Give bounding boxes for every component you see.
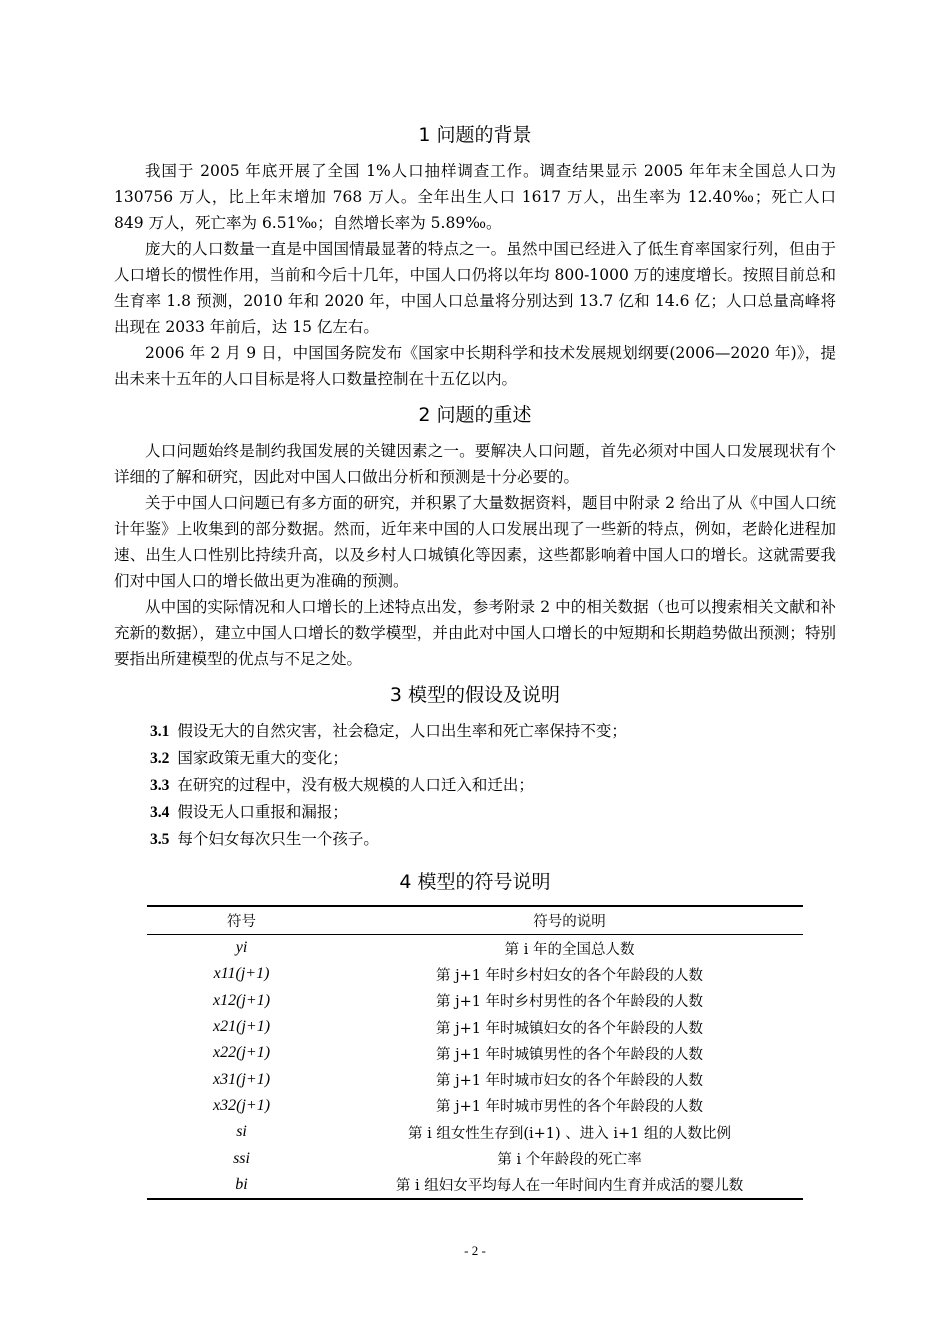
table-row bbox=[147, 1040, 803, 1066]
assumption-text: 在研究的过程中，没有极大规模的人口迁入和迁出； bbox=[177, 776, 534, 794]
section-1-title: 1 问题的背景 bbox=[418, 124, 532, 146]
section-2-paragraph: 人口问题始终是制约我国发展的关键因素之一。要解决人口问题，首先必须对中国人口发展现状有个详细的了解和研究，因此对中国人口做出分析和预测是十分必要的。 bbox=[114, 442, 836, 486]
assumption-number: 3.2 bbox=[150, 750, 170, 767]
table-row bbox=[147, 1014, 803, 1040]
symbol-cell: x12(j+1) bbox=[213, 991, 271, 1009]
assumption-number: 3.4 bbox=[150, 804, 170, 821]
section-3-title: 3 模型的假设及说明 bbox=[389, 684, 561, 706]
description-cell: 第 j+1 年时城市妇女的各个年龄段的人数 bbox=[435, 1073, 704, 1090]
assumption-text: 每个妇女每次只生一个孩子。 bbox=[177, 830, 379, 848]
section-4-title: 4 模型的符号说明 bbox=[399, 871, 551, 893]
table-header-row bbox=[147, 906, 803, 935]
assumption-text: 假设无大的自然灾害，社会稳定，人口出生率和死亡率保持不变； bbox=[177, 722, 627, 740]
assumption-list bbox=[114, 718, 836, 853]
assumption-text: 国家政策无重大的变化； bbox=[177, 749, 348, 767]
table-row bbox=[147, 1145, 803, 1171]
symbol-cell: x11(j+1) bbox=[213, 965, 270, 983]
description-cell: 第 i 个年龄段的死亡率 bbox=[497, 1152, 642, 1169]
symbol-cell: x22(j+1) bbox=[213, 1044, 271, 1062]
description-cell: 第 i 组妇女平均每人在一年时间内生育并成活的婴儿数 bbox=[395, 1178, 744, 1195]
description-cell: 第 j+1 年时城镇男性的各个年龄段的人数 bbox=[435, 1046, 704, 1063]
table-row bbox=[147, 1066, 803, 1092]
column-header-description: 符号的说明 bbox=[336, 906, 803, 935]
assumption-number: 3.1 bbox=[150, 723, 170, 740]
assumption-item bbox=[114, 799, 836, 826]
assumption-number: 3.3 bbox=[150, 777, 170, 794]
symbol-cell: x32(j+1) bbox=[213, 1096, 271, 1114]
page-content bbox=[114, 118, 836, 1200]
assumption-item bbox=[114, 745, 836, 772]
page-number: - 2 - bbox=[464, 1243, 486, 1258]
table-row bbox=[147, 1093, 803, 1119]
description-cell: 第 j+1 年时乡村男性的各个年龄段的人数 bbox=[435, 994, 704, 1011]
section-1-paragraph: 庞大的人口数量一直是中国国情最显著的特点之一。虽然中国已经进入了低生育率国家行列，但由于人口增长的惯性作用，当前和今后十几年，中国人口仍将以年均 800-1000 万的速度增长。按照目前总和生育率 1.8 预测，2010 年和 2020 年，中国人口总量将分别达到 13.7 亿和 14.6 亿；人口总量高峰将出现在 2033 年前后，达 15 亿左右。 bbox=[114, 240, 836, 336]
description-cell: 第 j+1 年时乡村妇女的各个年龄段的人数 bbox=[435, 967, 704, 984]
description-cell: 第 i 组女性生存到(i+1) 、进入 i+1 组的人数比例 bbox=[408, 1125, 732, 1142]
table-row bbox=[147, 988, 803, 1014]
assumption-item bbox=[114, 772, 836, 799]
symbol-cell: si bbox=[236, 1123, 247, 1141]
assumption-number: 3.5 bbox=[150, 831, 170, 848]
description-cell: 第 j+1 年时城镇妇女的各个年龄段的人数 bbox=[435, 1020, 704, 1037]
symbol-cell: ssi bbox=[233, 1149, 250, 1167]
table-row bbox=[147, 1172, 803, 1199]
assumption-item bbox=[114, 718, 836, 745]
section-1-paragraph: 我国于 2005 年底开展了全国 1%人口抽样调查工作。调查结果显示 2005 年年末全国总人口为 130756 万人，比上年末增加 768 万人。全年出生人口 1617 万人，出生率为 12.40‰；死亡人口 849 万人，死亡率为 6.51‰；自然增长率为 5.89‰。 bbox=[114, 162, 836, 232]
column-header-symbol: 符号 bbox=[147, 906, 336, 935]
symbol-table bbox=[147, 905, 803, 1200]
symbol-cell: bi bbox=[235, 1175, 248, 1193]
table-row bbox=[147, 935, 803, 962]
table-row bbox=[147, 1119, 803, 1145]
assumption-item bbox=[114, 826, 836, 853]
description-cell: 第 j+1 年时城市男性的各个年龄段的人数 bbox=[435, 1099, 704, 1116]
symbol-cell: x31(j+1) bbox=[213, 1070, 271, 1088]
section-2-paragraph: 关于中国人口问题已有多方面的研究，并积累了大量数据资料，题目中附录 2 给出了从《中国人口统计年鉴》上收集到的部分数据。然而，近年来中国的人口发展出现了一些新的特点，例如，老龄化进程加速、出生人口性别比持续升高，以及乡村人口城镇化等因素，这些都影响着中国人口的增长。这就需要我们对中国人口的增长做出更为准确的预测。 bbox=[114, 494, 836, 590]
table-row bbox=[147, 961, 803, 987]
description-cell: 第 i 年的全国总人数 bbox=[504, 941, 635, 958]
symbol-cell: yi bbox=[235, 939, 248, 957]
section-2-paragraph: 从中国的实际情况和人口增长的上述特点出发，参考附录 2 中的相关数据（也可以搜索相关文献和补充新的数据），建立中国人口增长的数学模型，并由此对中国人口增长的中短期和长期趋势做出预测；特别要指出所建模型的优点与不足之处。 bbox=[114, 598, 836, 668]
section-1-paragraph: 2006 年 2 月 9 日，中国国务院发布《国家中长期科学和技术发展规划纲要(2006—2020 年)》，提出未来十五年的人口目标是将人口数量控制在十五亿以内。 bbox=[114, 344, 836, 388]
section-2-title: 2 问题的重述 bbox=[418, 404, 532, 426]
symbol-cell: x21(j+1) bbox=[213, 1018, 271, 1036]
assumption-text: 假设无人口重报和漏报； bbox=[177, 803, 348, 821]
